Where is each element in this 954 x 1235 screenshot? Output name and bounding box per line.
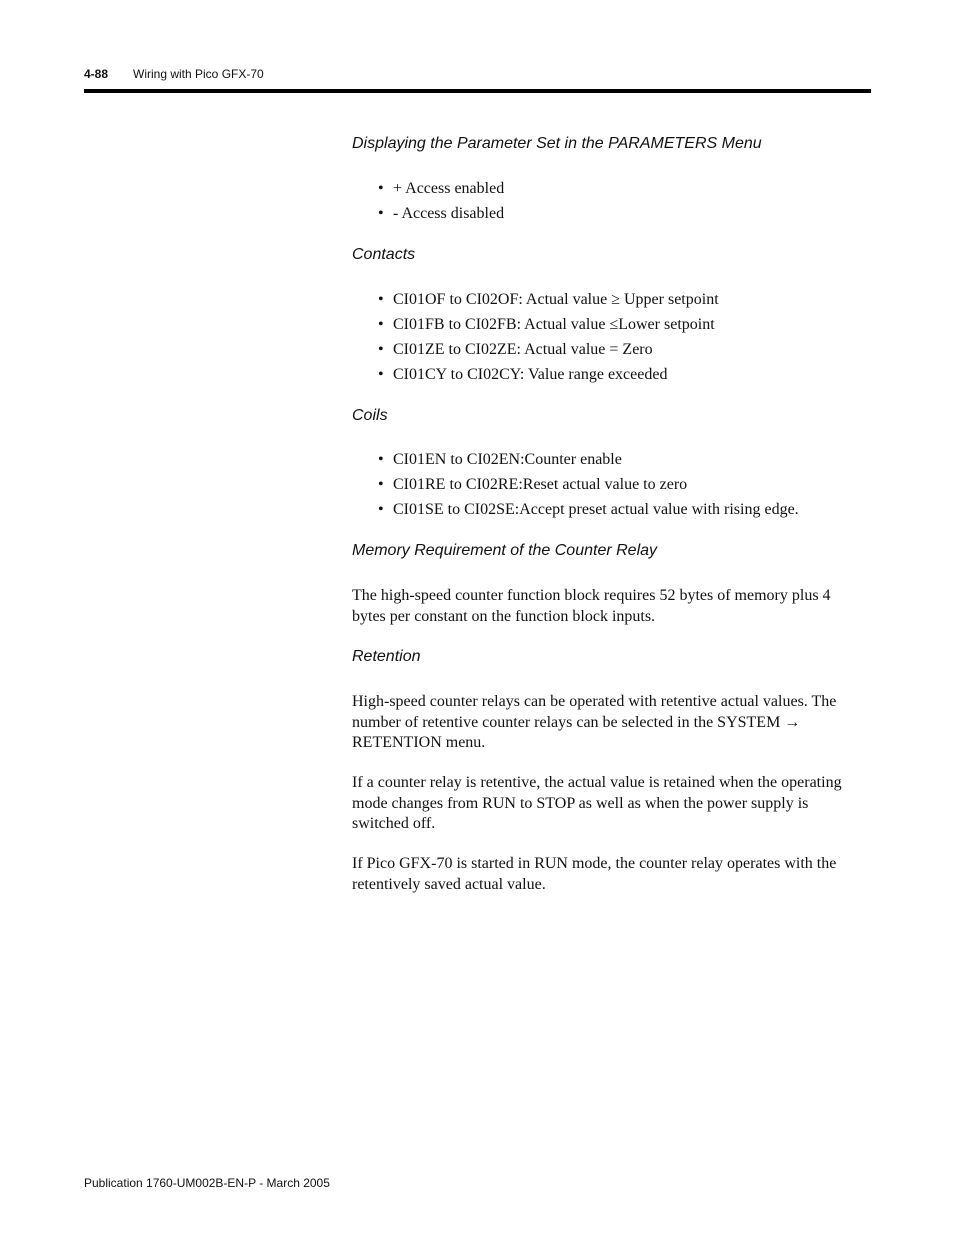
- list-coils: [378, 447, 799, 522]
- page-header: [84, 67, 871, 83]
- running-title: Wiring with Pico GFX-70: [133, 67, 264, 81]
- page-number: 4-88: [84, 67, 109, 81]
- heading-contacts: Contacts: [352, 246, 416, 263]
- list-item: • CI01ZE to CI02ZE: Actual value = Zero: [378, 337, 719, 362]
- heading-coils: Coils: [352, 407, 388, 424]
- paragraph-retention-2: If a counter relay is retentive, the actual value is retained when the operating mode changes from RUN to STOP as well as when the power supply is switched off.: [352, 774, 842, 832]
- list-item: • CI01OF to CI02OF: Actual value ≥ Upper setpoint: [378, 287, 719, 312]
- paragraph-retention-1: High-speed counter relays can be operated with retentive actual values. The number of retentive counter relays can be selected in the SYSTEM → RETENTION menu.: [352, 693, 837, 751]
- list-item: • + Access enabled: [378, 176, 504, 201]
- list-item: • CI01SE to CI02SE:Accept preset actual value with rising edge.: [378, 497, 799, 522]
- list-item: • - Access disabled: [378, 201, 504, 226]
- heading-display-params: Displaying the Parameter Set in the PARAMETERS Menu: [352, 135, 762, 152]
- heading-retention: Retention: [352, 648, 421, 665]
- list-contacts: [378, 287, 719, 387]
- page-footer: Publication 1760-UM002B-EN-P - March 2005: [84, 1176, 330, 1190]
- list-item: • CI01FB to CI02FB: Actual value ≤Lower setpoint: [378, 312, 719, 337]
- list-item: • CI01RE to CI02RE:Reset actual value to zero: [378, 472, 799, 497]
- heading-memory: Memory Requirement of the Counter Relay: [352, 542, 658, 559]
- list-item: • CI01EN to CI02EN:Counter enable: [378, 447, 799, 472]
- header-rule: [84, 89, 871, 93]
- list-item: • CI01CY to CI02CY: Value range exceeded: [378, 362, 719, 387]
- paragraph-retention-3: If Pico GFX-70 is started in RUN mode, the counter relay operates with the retentively saved actual value.: [352, 855, 837, 893]
- paragraph-memory: The high-speed counter function block requires 52 bytes of memory plus 4 bytes per constant on the function block inputs.: [352, 587, 831, 625]
- list-display-params: [378, 176, 504, 226]
